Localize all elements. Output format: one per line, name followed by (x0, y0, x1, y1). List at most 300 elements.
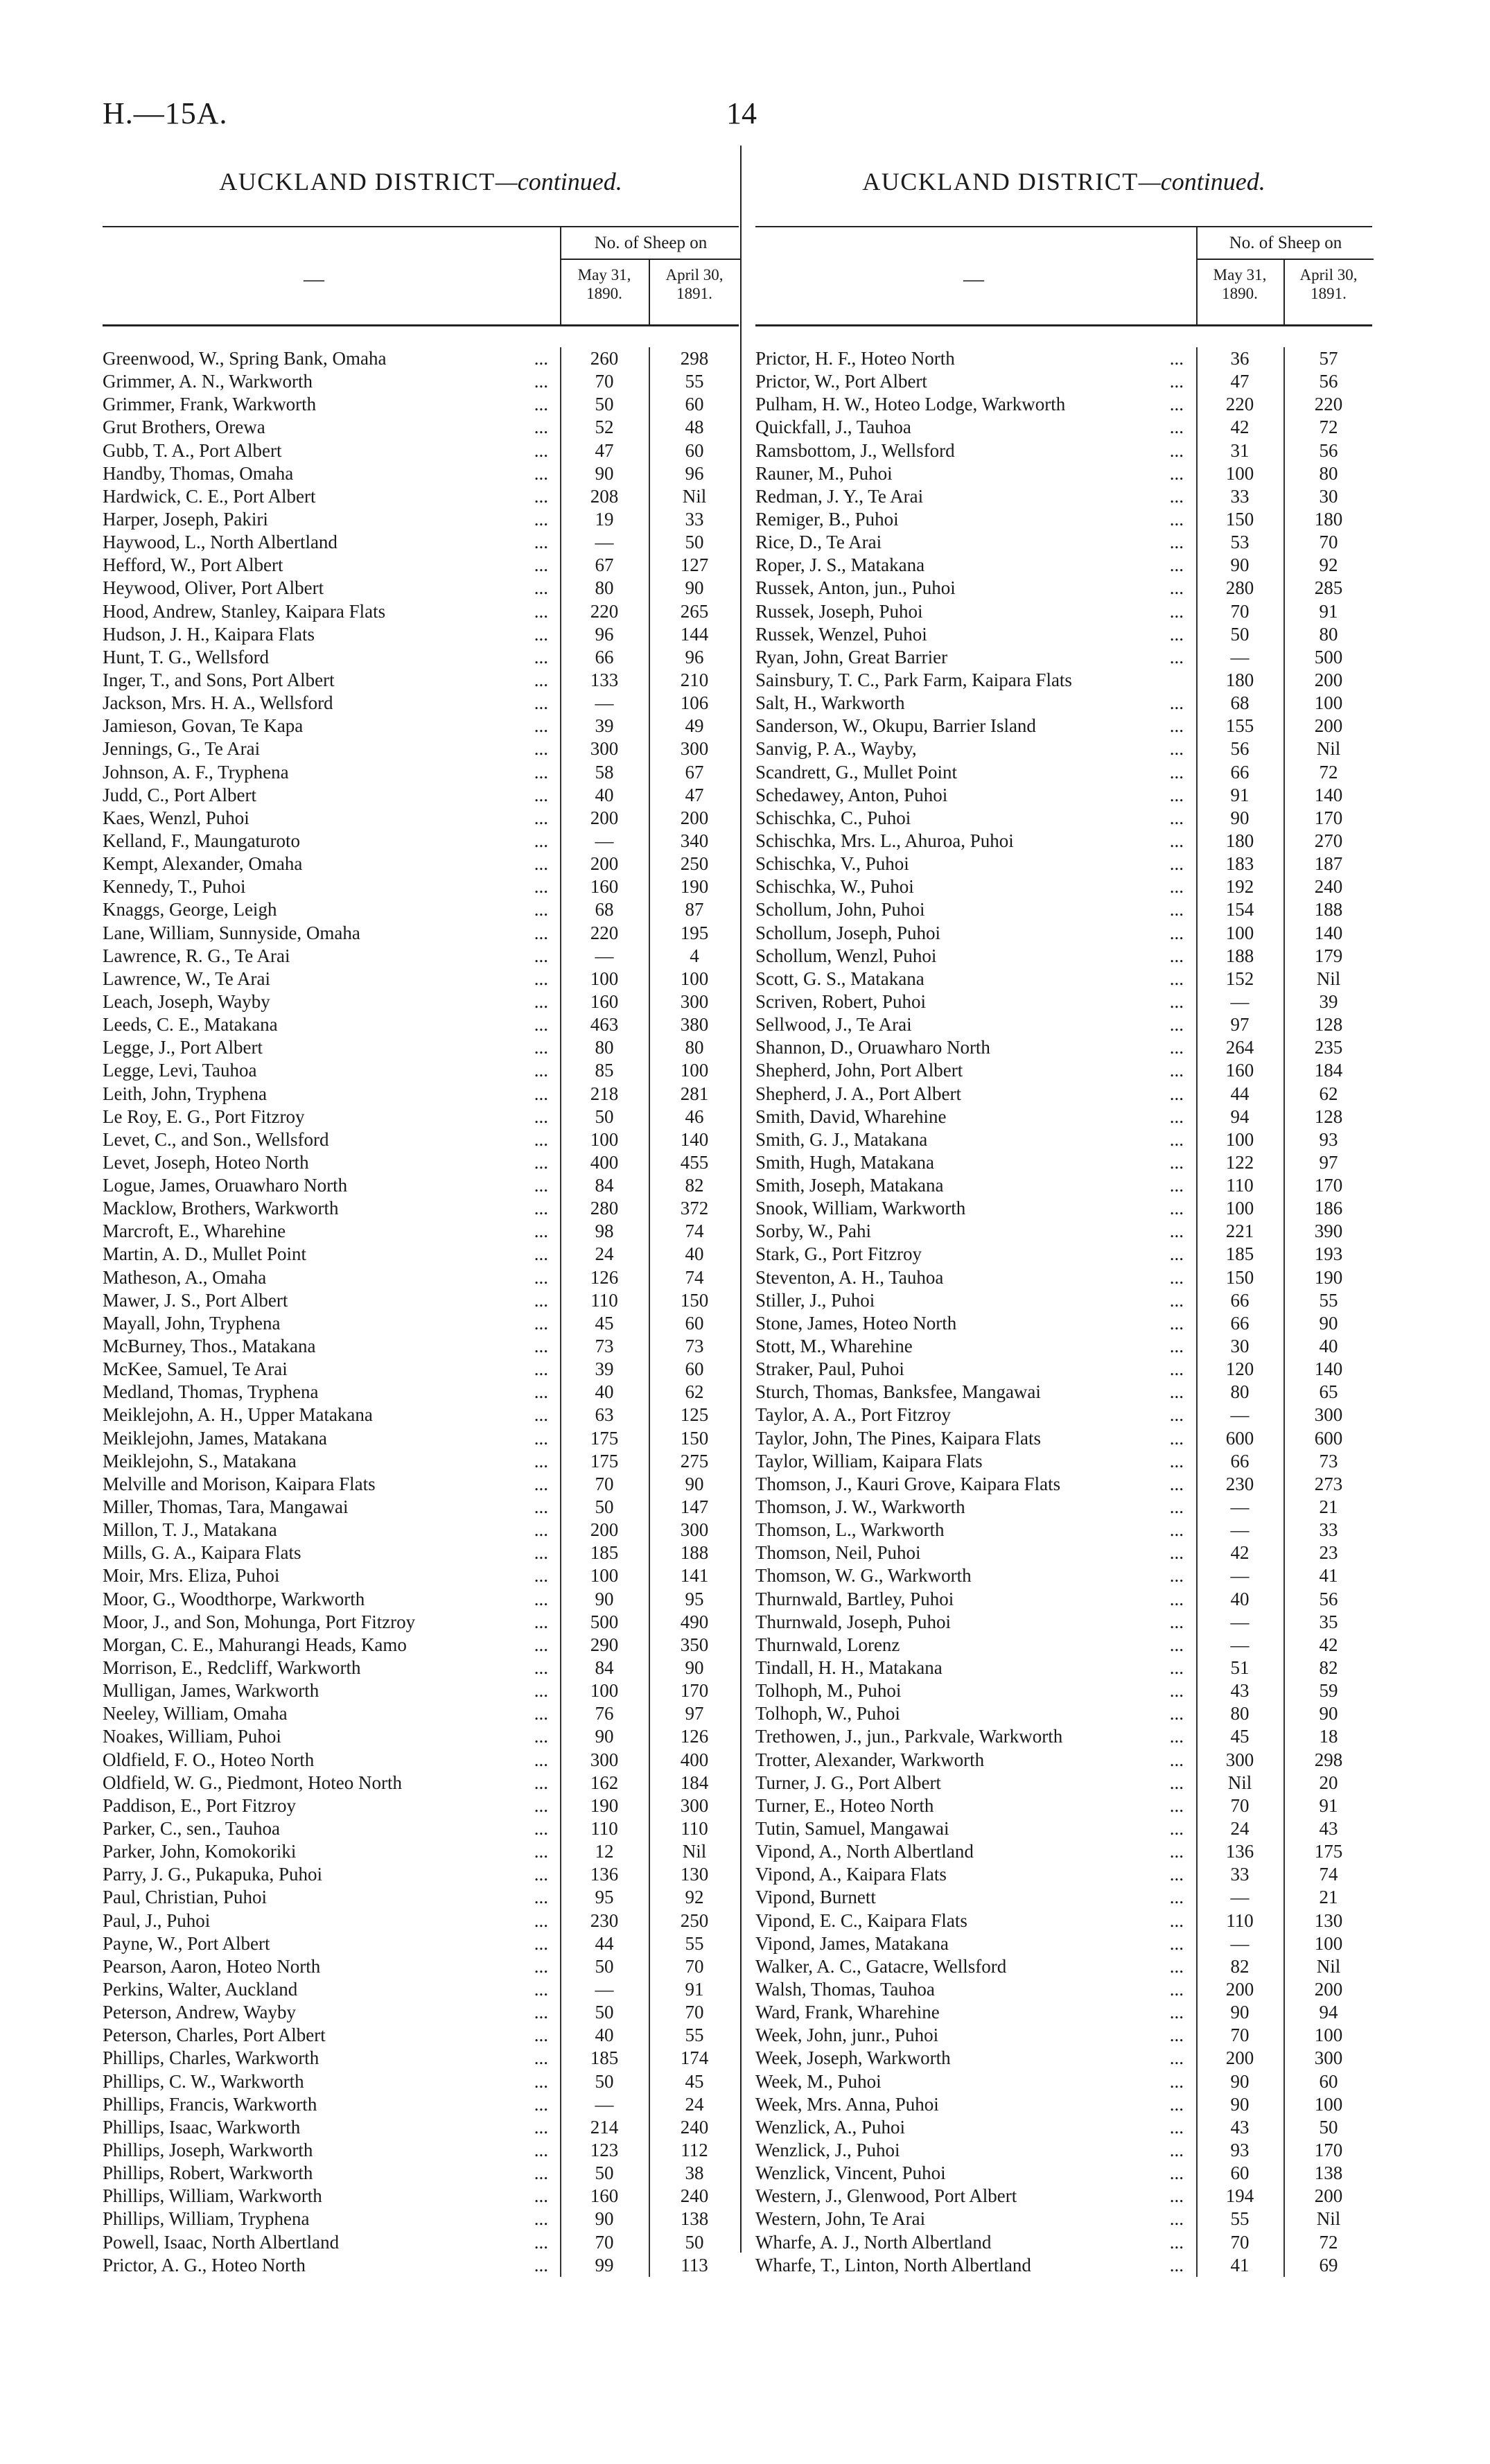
table-row (103, 968, 739, 990)
leader-dots: ... (1169, 807, 1184, 828)
sheep-1891-value: 70 (685, 2002, 704, 2023)
leader-dots: ... (1169, 1358, 1184, 1380)
table-row (755, 1588, 1372, 1611)
owner-name: Tindall, H. H., Matakana (755, 1657, 943, 1679)
sheep-1890-value: 36 (1230, 348, 1250, 369)
sheep-1891-value: 300 (680, 738, 709, 760)
owner-name: Noakes, William, Puhoi (103, 1726, 281, 1747)
sheep-1890-value: 50 (595, 1106, 614, 1127)
leader-dots: ... (1169, 1772, 1184, 1793)
sheep-1891-value: 380 (680, 1014, 709, 1036)
leader-dots: ... (1169, 1932, 1184, 1954)
owner-name: Knaggs, George, Leigh (103, 899, 277, 920)
owner-name: Prictor, A. G., Hoteo North (103, 2254, 306, 2275)
sheep-1890-value: 50 (595, 1955, 614, 1977)
leader-dots: ... (1169, 945, 1184, 966)
leader-dots: ... (1169, 1381, 1184, 1403)
sheep-1890-value: — (595, 945, 614, 966)
leader-dots: ... (1169, 1680, 1184, 1702)
owner-name: Schischka, Mrs. L., Ahuroa, Puhoi (755, 830, 1014, 851)
table-row (755, 531, 1372, 554)
owner-name: Week, John, junr., Puhoi (755, 2025, 939, 2046)
owner-name: Mayall, John, Tryphena (103, 1312, 281, 1334)
leader-dots: ... (534, 1473, 548, 1494)
sheep-1890-value: 100 (1225, 462, 1254, 484)
sheep-1890-value: 100 (590, 1680, 619, 1702)
sheep-1891-value: 80 (1319, 462, 1338, 484)
leader-dots: ... (534, 1657, 548, 1679)
sheep-1890-value: 70 (1230, 600, 1250, 622)
owner-name: Salt, H., Warkworth (755, 692, 905, 714)
sheep-1890-value: 600 (1225, 1427, 1254, 1449)
owner-name: Harper, Joseph, Pakiri (103, 508, 268, 530)
owner-name: Thurnwald, Bartley, Puhoi (755, 1588, 954, 1609)
table-row (103, 1679, 739, 1702)
owner-name: Jamieson, Govan, Te Kapa (103, 715, 304, 737)
sheep-1890-value: 180 (1225, 830, 1254, 851)
owner-name: Walker, A. C., Gatacre, Wellsford (755, 1955, 1007, 1977)
owner-name: Vipond, A., Kaipara Flats (755, 1864, 947, 1885)
leader-dots: ... (534, 1519, 548, 1541)
leader-dots: ... (534, 899, 548, 920)
owner-name: Hardwick, C. E., Port Albert (103, 485, 316, 507)
sheep-1890-value: 43 (1230, 2116, 1250, 2138)
table-row (103, 2024, 739, 2047)
table-row (103, 1151, 739, 1174)
sheep-1891-value: 56 (1319, 439, 1338, 461)
owner-name: Phillips, Joseph, Warkworth (103, 2139, 313, 2160)
owner-name: Sanderson, W., Okupu, Barrier Island (755, 715, 1036, 737)
owner-name: Oldfield, F. O., Hoteo North (103, 1749, 315, 1770)
table-row (103, 990, 739, 1013)
sheep-1891-value: 90 (1319, 1703, 1338, 1724)
table-row (755, 2070, 1372, 2093)
owner-name: Vipond, E. C., Kaipara Flats (755, 1910, 967, 1931)
sheep-1891-value: 30 (1319, 485, 1338, 507)
owner-name: Lane, William, Sunnyside, Omaha (103, 922, 360, 943)
owner-name: Ramsbottom, J., Wellsford (755, 439, 955, 461)
table-row (755, 1358, 1372, 1381)
table-row (755, 945, 1372, 968)
table-row (755, 1657, 1372, 1679)
column-divider (740, 146, 742, 2253)
sheep-1890-value: 68 (595, 899, 614, 920)
table-row (755, 2139, 1372, 2162)
sheep-1890-value: 42 (1230, 1542, 1250, 1564)
table-row (755, 416, 1372, 439)
sheep-1890-value: — (595, 2093, 614, 2115)
sheep-1891-value: 4 (690, 945, 699, 966)
sheep-1891-value: 390 (1314, 1221, 1343, 1242)
sheep-1890-value: 188 (1225, 945, 1254, 966)
table-row (103, 1749, 739, 1772)
owner-name: Moor, J., and Son, Mohunga, Port Fitzroy (103, 1611, 416, 1632)
table-row (755, 1036, 1372, 1059)
owner-name: Johnson, A. F., Tryphena (103, 761, 289, 783)
owner-name: Walsh, Thomas, Tauhoa (755, 1978, 935, 2000)
table-row (755, 669, 1372, 692)
table-row (103, 2093, 739, 2116)
sheep-1891-value: 147 (680, 1496, 709, 1518)
sheep-1891-value: 92 (1319, 554, 1338, 576)
leader-dots: ... (1169, 371, 1184, 392)
sheep-1891-value: 110 (681, 1818, 708, 1839)
table-row (103, 1657, 739, 1679)
leader-dots: ... (1169, 1083, 1184, 1104)
owner-name: Week, Joseph, Warkworth (755, 2047, 951, 2069)
leader-dots: ... (534, 508, 548, 530)
date-1891-header: April 30, 1891. (1299, 266, 1358, 302)
sheep-1890-value: 110 (590, 1818, 618, 1839)
sheep-1891-value: 235 (1314, 1037, 1343, 1058)
leader-dots: ... (1169, 1037, 1184, 1058)
leader-dots: ... (534, 1060, 548, 1081)
table-row (103, 347, 739, 370)
leader-dots: ... (534, 554, 548, 576)
sheep-1891-value: 372 (680, 1198, 709, 1219)
sheep-1891-value: 33 (685, 508, 704, 530)
sheep-1891-value: 59 (1319, 1680, 1338, 1702)
sheep-1891-value: 340 (680, 830, 709, 851)
table-row (103, 1450, 739, 1473)
owner-name: Matheson, A., Omaha (103, 1266, 267, 1288)
leader-dots: ... (534, 1955, 548, 1977)
leader-dots: ... (1169, 417, 1184, 438)
table-row (103, 830, 739, 853)
leader-dots: ... (1169, 1151, 1184, 1173)
owner-name: Vipond, James, Matakana (755, 1932, 949, 1954)
table-row (755, 2116, 1372, 2139)
sheep-1891-value: 18 (1319, 1726, 1338, 1747)
table-row (755, 646, 1372, 669)
owner-name: Mills, G. A., Kaipara Flats (103, 1542, 301, 1564)
leader-dots: ... (534, 2139, 548, 2160)
leader-dots: ... (534, 1864, 548, 1885)
leader-dots: ... (1169, 508, 1184, 530)
sheep-1891-value: 106 (680, 692, 709, 714)
sheep-1891-value: 50 (685, 532, 704, 553)
table-row (103, 1588, 739, 1611)
owner-name: Legge, J., Port Albert (103, 1037, 263, 1058)
table-row (103, 875, 739, 898)
sheep-1890-value: 90 (1230, 2002, 1250, 2023)
table-row (755, 1910, 1372, 1932)
sheep-1891-value: 90 (685, 1473, 704, 1494)
sheep-1891-value: 250 (680, 853, 709, 875)
owner-name: Lawrence, R. G., Te Arai (103, 945, 290, 966)
table-row (103, 1381, 739, 1404)
leader-dots: ... (534, 1221, 548, 1242)
sheep-1890-value: 90 (595, 462, 614, 484)
leader-dots: ... (534, 1565, 548, 1587)
sheep-1891-value: 188 (680, 1542, 709, 1564)
sheep-1891-value: 140 (1314, 1358, 1343, 1380)
leader-dots: ... (1169, 439, 1184, 461)
leader-dots: ... (534, 1151, 548, 1173)
sheep-1891-value: 455 (680, 1151, 709, 1173)
sheep-1890-value: 70 (595, 371, 614, 392)
leader-dots: ... (534, 1680, 548, 1702)
leader-dots: ... (534, 968, 548, 989)
leader-dots: ... (1169, 1657, 1184, 1679)
owner-name: Haywood, L., North Albertland (103, 532, 338, 553)
table-row (103, 623, 739, 646)
sheep-1891-value: 170 (1314, 2139, 1343, 2160)
sheep-1891-value: 23 (1319, 1542, 1338, 1564)
sheep-1890-value: 80 (1230, 1703, 1250, 1724)
owner-name: Week, M., Puhoi (755, 2070, 882, 2092)
table-row (755, 1611, 1372, 1634)
sheep-1891-value: 40 (685, 1243, 704, 1265)
sheep-1890-value: 85 (595, 1060, 614, 1081)
owner-name: Schollum, Joseph, Puhoi (755, 922, 941, 943)
table-row (755, 554, 1372, 577)
right-rows (755, 347, 1372, 2277)
sheep-1890-value: 30 (1230, 1336, 1250, 1357)
sheep-1891-value: 90 (685, 1657, 704, 1679)
sheep-1891-value: 21 (1319, 1496, 1338, 1518)
table-row (103, 1955, 739, 1978)
sheep-1891-value: 45 (685, 2070, 704, 2092)
owner-name: Western, J., Glenwood, Port Albert (755, 2185, 1017, 2207)
table-row (755, 2185, 1372, 2208)
leader-dots: ... (1169, 830, 1184, 851)
owner-name: Marcroft, E., Wharehine (103, 1221, 286, 1242)
sheep-1890-value: 280 (1225, 577, 1254, 599)
table-row (103, 1266, 739, 1289)
owner-name: Medland, Thomas, Tryphena (103, 1381, 319, 1403)
leader-dots: ... (534, 2162, 548, 2184)
leader-dots: ... (1169, 554, 1184, 576)
sheep-1890-value: 66 (1230, 1312, 1250, 1334)
leader-dots: ... (1169, 1749, 1184, 1770)
owner-name: Neeley, William, Omaha (103, 1703, 288, 1724)
leader-dots: ... (1169, 1864, 1184, 1885)
leader-dots: ... (1169, 761, 1184, 783)
leader-dots: ... (1169, 968, 1184, 989)
sheep-1890-value: 290 (590, 1634, 619, 1655)
sheep-1891-value: 130 (680, 1864, 709, 1885)
continued-label: —continued. (495, 168, 622, 195)
table-row (103, 1013, 739, 1036)
sheep-1891-value: 140 (680, 1128, 709, 1150)
table-row (755, 2208, 1372, 2230)
sheep-1891-value: Nil (1316, 2208, 1341, 2230)
sheep-1891-value: 125 (680, 1404, 709, 1426)
owner-name: Gubb, T. A., Port Albert (103, 439, 282, 461)
leader-dots: ... (534, 1266, 548, 1288)
owner-name: Thurnwald, Lorenz (755, 1634, 900, 1655)
leader-dots: ... (534, 394, 548, 415)
sheep-1891-value: 100 (1314, 2025, 1343, 2046)
table-row (103, 692, 739, 715)
owner-name: Payne, W., Port Albert (103, 1932, 270, 1954)
sheep-1890-value: 66 (1230, 1289, 1250, 1311)
owner-name: Phillips, Robert, Warkworth (103, 2162, 313, 2184)
table-row (755, 370, 1372, 393)
leader-dots: ... (534, 2185, 548, 2207)
sheep-1890-value: — (1230, 1496, 1250, 1518)
sheep-1890-value: 95 (595, 1887, 614, 1908)
table-row (103, 2116, 739, 2139)
sheep-1890-value: 84 (595, 1175, 614, 1196)
sheep-1890-value: 98 (595, 1221, 614, 1242)
leader-dots: ... (534, 1611, 548, 1632)
table-row (755, 1312, 1372, 1335)
leader-dots: ... (534, 2208, 548, 2230)
sheep-1890-value: 200 (1225, 2047, 1254, 2069)
table-row (755, 1243, 1372, 1266)
owner-name: Russek, Joseph, Puhoi (755, 600, 923, 622)
sheep-1891-value: 126 (680, 1726, 709, 1747)
leader-dots: ... (534, 2070, 548, 2092)
sheep-1890-value: 31 (1230, 439, 1250, 461)
sheep-1891-value: 80 (1319, 623, 1338, 645)
sheep-1890-value: 200 (590, 807, 619, 828)
leader-dots: ... (534, 2002, 548, 2023)
table-row (755, 393, 1372, 416)
sheep-1890-value: 55 (1230, 2208, 1250, 2230)
sheep-1890-value: 93 (1230, 2139, 1250, 2160)
sheep-1890-value: 70 (1230, 2231, 1250, 2253)
owner-name: Mawer, J. S., Port Albert (103, 1289, 288, 1311)
leader-dots: ... (534, 669, 548, 690)
leader-dots: ... (1169, 1910, 1184, 1931)
sheep-1890-value: 58 (595, 761, 614, 783)
owner-name: Vipond, Burnett (755, 1887, 876, 1908)
sheep-1890-value: 90 (595, 1588, 614, 1609)
leader-dots: ... (534, 348, 548, 369)
sheep-1890-value: 90 (595, 2208, 614, 2230)
sheep-1890-value: 24 (1230, 1818, 1250, 1839)
sheep-1891-value: 92 (685, 1887, 704, 1908)
table-row (755, 439, 1372, 462)
table-row (755, 2162, 1372, 2185)
sheep-1891-value: 220 (1314, 394, 1343, 415)
sheep-1891-value: 55 (685, 371, 704, 392)
sheep-1891-value: 82 (1319, 1657, 1338, 1679)
leader-dots: ... (1169, 2231, 1184, 2253)
sheep-1890-value: 66 (1230, 1450, 1250, 1471)
leader-dots: ... (534, 1496, 548, 1518)
leader-dots: ... (1169, 1243, 1184, 1265)
sheep-1890-value: — (595, 692, 614, 714)
sheep-1890-value: 82 (1230, 1955, 1250, 1977)
sheep-1890-value: 39 (595, 715, 614, 737)
sheep-1890-value: 80 (595, 1037, 614, 1058)
leader-dots: ... (534, 532, 548, 553)
owner-name: Thomson, J., Kauri Grove, Kaipara Flats (755, 1473, 1061, 1494)
sheep-1890-value: 150 (1225, 508, 1254, 530)
owner-name: Phillips, Isaac, Warkworth (103, 2116, 301, 2138)
table-row (103, 1886, 739, 1909)
sheep-1890-value: 110 (1226, 1910, 1254, 1931)
sheep-1891-value: 490 (680, 1611, 709, 1632)
owner-name: Turner, E., Hoteo North (755, 1794, 934, 1816)
sheep-1891-value: 74 (685, 1266, 704, 1288)
leader-dots: ... (1169, 1404, 1184, 1426)
table-row (755, 715, 1372, 737)
sheep-1891-value: 285 (1314, 577, 1343, 599)
sheep-1891-value: 42 (1319, 1634, 1338, 1655)
sheep-1890-value: 97 (1230, 1014, 1250, 1036)
table-row (755, 1863, 1372, 1886)
owner-name: Wharfe, T., Linton, North Albertland (755, 2254, 1031, 2275)
sheep-1890-value: 47 (595, 439, 614, 461)
table-row (103, 1564, 739, 1587)
leader-dots: ... (1169, 1542, 1184, 1564)
sheep-1891-value: 43 (1319, 1818, 1338, 1839)
sheep-1891-value: 174 (680, 2047, 709, 2069)
table-row (103, 2047, 739, 2070)
leader-dots: ... (1169, 1887, 1184, 1908)
table-row (755, 577, 1372, 600)
leader-dots: ... (534, 715, 548, 737)
table-row (755, 1128, 1372, 1151)
sheep-1890-value: 220 (590, 600, 619, 622)
table-row (103, 1312, 739, 1335)
table-row (755, 1197, 1372, 1220)
sheep-1891-value: 41 (1319, 1565, 1338, 1587)
sheep-1891-value: 60 (1319, 2070, 1338, 2092)
table-row (755, 898, 1372, 921)
sheep-1891-value: 72 (1319, 761, 1338, 783)
owner-name: Sanvig, P. A., Wayby, (755, 738, 917, 760)
sheep-1890-value: 90 (1230, 554, 1250, 576)
right-table (755, 165, 1372, 2277)
sheep-1890-value: 68 (1230, 692, 1250, 714)
owner-name: Phillips, Charles, Warkworth (103, 2047, 319, 2069)
leader-dots: ... (1169, 1496, 1184, 1518)
sheep-1890-value: 52 (595, 417, 614, 438)
sheep-1890-value: — (1230, 1565, 1250, 1587)
sheep-1890-value: 45 (1230, 1726, 1250, 1747)
owner-name: Rice, D., Te Arai (755, 532, 882, 553)
table-row (103, 2185, 739, 2208)
table-row (755, 968, 1372, 990)
sheep-1890-value: 260 (590, 348, 619, 369)
leader-dots: ... (1169, 1841, 1184, 1862)
sheep-1890-value: 47 (1230, 371, 1250, 392)
sheep-1891-value: 180 (1314, 508, 1343, 530)
owner-name: Prictor, W., Port Albert (755, 371, 927, 392)
leader-dots: ... (534, 1198, 548, 1219)
sheep-1891-value: 200 (1314, 669, 1343, 690)
table-row (103, 2162, 739, 2185)
owner-name: Stone, James, Hoteo North (755, 1312, 957, 1334)
sheep-1891-value: 55 (685, 1932, 704, 1954)
leader-dots: ... (534, 1749, 548, 1770)
sheep-1890-value: 40 (595, 2025, 614, 2046)
table-row (103, 1817, 739, 1840)
sheep-1891-value: 210 (680, 669, 709, 690)
sheep-1890-value: 155 (1225, 715, 1254, 737)
owner-name: Miller, Thomas, Tara, Mangawai (103, 1496, 349, 1518)
owner-name: Moir, Mrs. Eliza, Puhoi (103, 1565, 280, 1587)
table-row (103, 462, 739, 485)
leader-dots: ... (1169, 1312, 1184, 1334)
sheep-1891-value: 100 (1314, 2093, 1343, 2115)
sheep-1890-value: 180 (1225, 669, 1254, 690)
table-row (103, 1335, 739, 1358)
table-row (755, 1289, 1372, 1312)
owner-name: Leach, Joseph, Wayby (103, 990, 270, 1012)
sheep-1890-value: — (1230, 990, 1250, 1012)
leader-dots: ... (534, 1932, 548, 1954)
sheep-1891-value: 350 (680, 1634, 709, 1655)
owner-name: Thomson, J. W., Warkworth (755, 1496, 965, 1518)
sheep-1890-value: 136 (590, 1864, 619, 1885)
